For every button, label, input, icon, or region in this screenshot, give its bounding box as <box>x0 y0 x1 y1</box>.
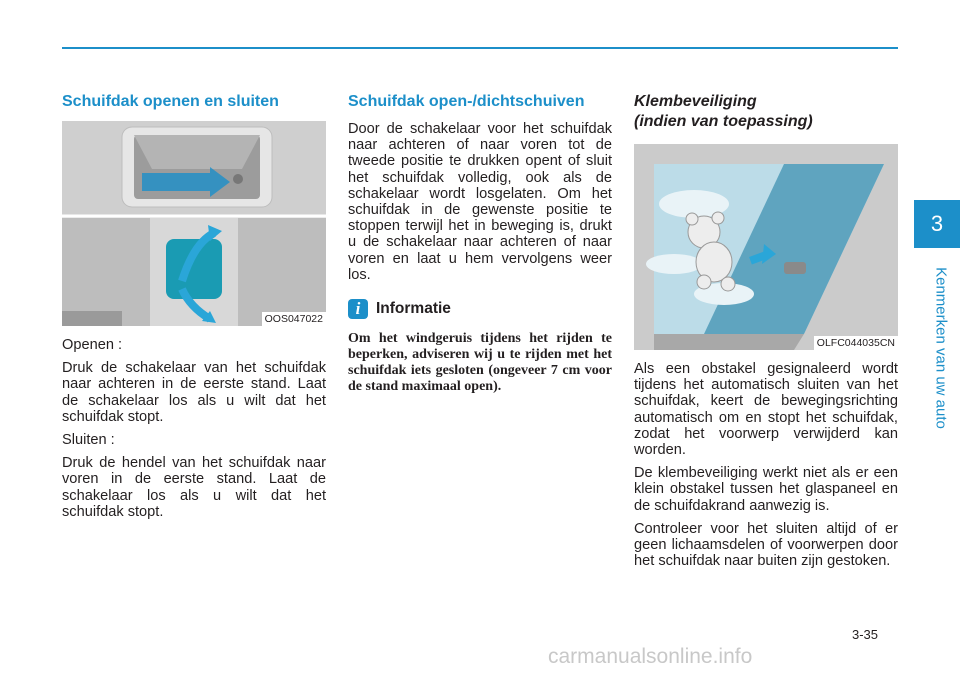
paragraph-anti-pinch-3: Controleer voor het sluiten altijd of er geen lichaamsdelen of voorwerpen door het schuifdak naar buiten zijn gestoken. <box>634 520 898 570</box>
anti-pinch-illustration <box>634 144 898 350</box>
section-heading-slide: Schuifdak open-/dichtschuiven <box>348 93 585 110</box>
figure-caption: OOS047022 <box>262 312 326 326</box>
paragraph-openen: Druk de schakelaar van het schuifdak naar achteren in de eerste stand. Laat de schakelaar los als u wilt dat het schuifdak stopt. <box>62 360 326 425</box>
column-3 <box>634 92 898 576</box>
chapter-label <box>930 258 952 438</box>
top-rule <box>62 47 898 49</box>
paragraph-anti-pinch-1: Als een obstakel gesignaleerd wordt tijdens het automatisch sluiten van het schuifdak, keert de bewegingsrichting automatisch om en stopt het schuifdak, zodat het voorwerp verwijderd kan worden. <box>634 361 898 459</box>
column-2 <box>348 92 612 395</box>
paragraph-slide: Door de schakelaar voor het schuifdak naar achteren of naar voren tot de tweede positie te drukken opent of sluit het schuifdak volledig, ook als de schakelaar wordt losgelaten. Om het schuifdak in de gewenste positie te stoppen terwijl het in beweging is, drukt u de schakelaar naar achteren of naar voren en laat u hem vervolgens weer los. <box>348 121 612 283</box>
label-sluiten: Sluiten : <box>62 432 115 449</box>
chapter-title: Kenmerken van uw auto <box>932 267 950 429</box>
info-header <box>348 299 612 319</box>
heading-line-2: (indien van toepassing) <box>634 113 813 130</box>
watermark: carmanualsonline.info <box>548 645 753 668</box>
label-openen: Openen : <box>62 337 123 353</box>
sunroof-switch-illustration <box>62 121 326 326</box>
section-heading-open-close: Schuifdak openen en sluiten <box>62 93 279 110</box>
paragraph-sluiten: Druk de hendel van het schuifdak naar voren in de eerste stand. Laat de schakelaar los als u wilt dat het schuifdak stopt. <box>62 455 326 520</box>
section-heading-anti-pinch <box>634 92 898 132</box>
paragraph-anti-pinch-2: De klembeveiliging werkt niet als er een klein obstakel tussen het glaspaneel en de schuifdakrand aanwezig is. <box>634 465 898 514</box>
heading-line-1: Klembeveiliging <box>634 93 757 110</box>
info-title: Informatie <box>376 300 451 318</box>
column-1 <box>62 92 326 527</box>
page-number: 3-35 <box>852 627 879 642</box>
info-text: Om het windgeruis tijdens het rijden te beperken, adviseren wij u te rijden met het schuifdak iets gesloten (ongeveer 7 cm voor de stand maximaal open). <box>348 331 612 395</box>
figure-caption: OLFC044035CN <box>814 336 898 350</box>
info-icon: i <box>348 299 368 319</box>
figure-sunroof-switch <box>62 121 326 326</box>
figure-anti-pinch <box>634 144 898 350</box>
chapter-tab: 3 <box>914 200 960 248</box>
